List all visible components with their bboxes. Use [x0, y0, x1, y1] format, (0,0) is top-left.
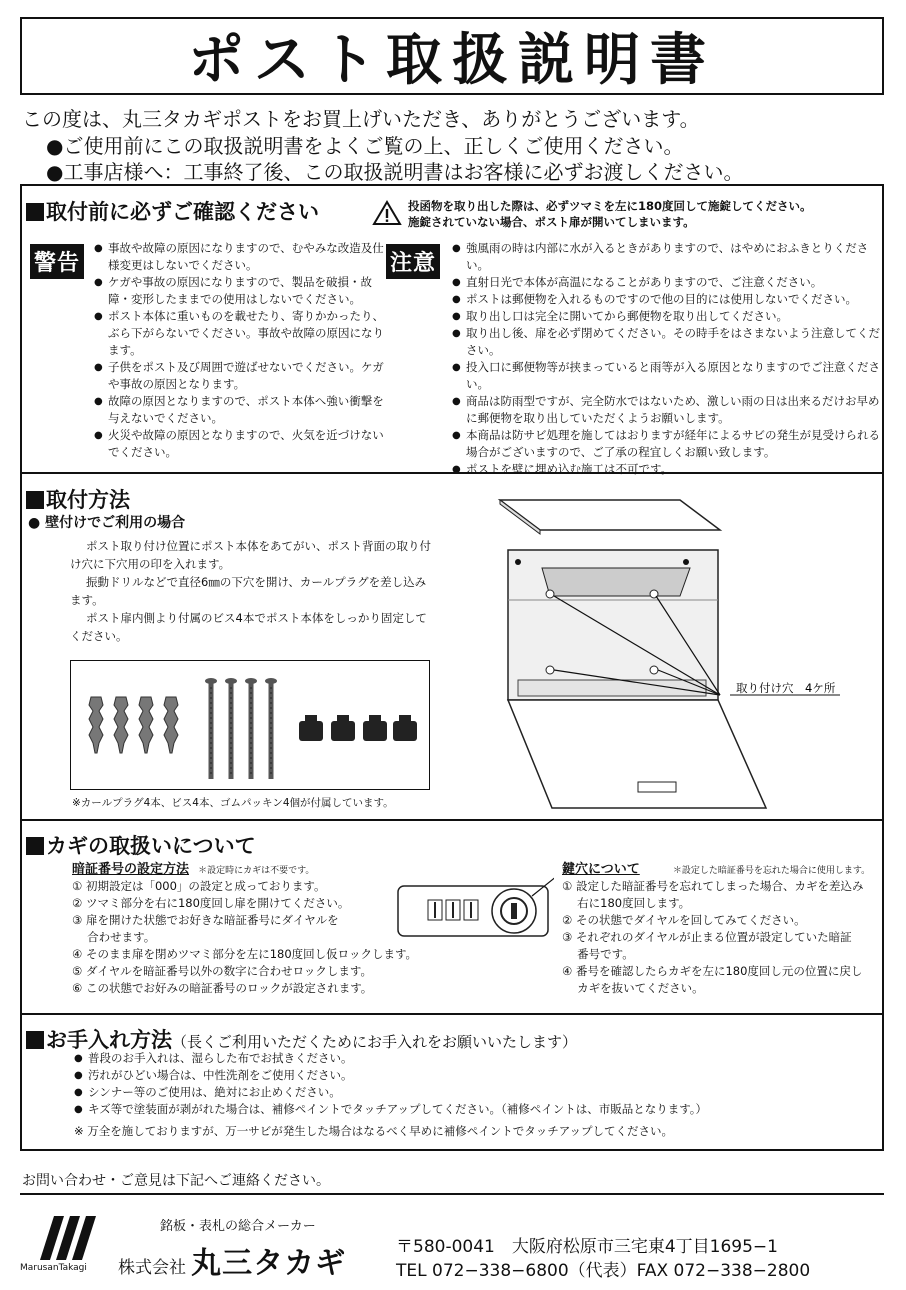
list-item: ● キズ等で塗装面が剥がれた場合は、補修ペイントでタッチアップしてください。（補修ペイントは、市販品となります。） — [74, 1101, 874, 1118]
install-heading: 取付方法 — [26, 484, 130, 514]
list-item: ② ツマミ部分を右に180度回し扉を開けてください。 — [72, 896, 350, 910]
care-heading: お手入れ方法（長くご利用いただくためにお手入れをお願いいたします） — [26, 1024, 577, 1054]
divider — [20, 819, 884, 821]
square-bullet-icon — [26, 837, 44, 855]
list-item: ● 取り出し口は完全に開いてから郵便物を取り出してください。 — [452, 308, 880, 325]
care-note: ※ 万全を施しておりますが、万一サビが発生した場合はなるべく早めに補修ペイントでタッチアップしてください。 — [74, 1124, 673, 1138]
list-item: ● 強風雨の時は内部に水が入るときがありますので、はやめにおふきとりください。 — [452, 240, 880, 274]
intro-thanks: この度は、丸三タカギポストをお買上げいただき、ありがとうございます。 — [22, 107, 700, 131]
mounting-holes-label: 取り付け穴 4ケ所 — [736, 681, 836, 695]
install-subheading: ● 壁付けでご利用の場合 — [28, 515, 186, 531]
intro-installer-note: ●工事店様へ：工事終了後、この取扱説明書はお客様に必ずお渡しください。 — [46, 160, 744, 184]
caution-badge: 注意 — [386, 244, 440, 279]
list-item: ● 子供をポスト及び周囲で遊ばせないでください。ケガや事故の原因となります。 — [94, 359, 384, 393]
precautions-heading: 取付前に必ずご確認ください — [26, 196, 319, 226]
install-step-3: ポスト扉内側より付属のビス4本でポスト本体をしっかり固定してください。 — [70, 611, 427, 643]
lock-caution-notice: 投函物を取り出した際は、必ずツマミを左に180度回して施錠してください。 施錠されていない場合、ポスト扉が開いてしまいます。 — [408, 199, 812, 229]
company-logo-icon — [34, 1212, 98, 1262]
list-item: 右に180度回します。 — [562, 896, 691, 910]
divider — [20, 1013, 884, 1015]
list-item: ● 普段のお手入れは、湿らした布でお拭きください。 — [74, 1050, 874, 1067]
care-list — [74, 1050, 874, 1118]
list-item: 番号です。 — [562, 947, 634, 961]
company-name: 株式会社 丸三タカギ — [118, 1246, 347, 1281]
list-item: ● 本商品は防サビ処理を施してはおりますが経年によるサビの発生が見受けられる場合がございますので、ご了承の程宜しくお願い致します。 — [452, 427, 880, 461]
install-step-2: 振動ドリルなどで直径6㎜の下穴を開け、カールプラグを差し込みます。 — [70, 575, 427, 607]
parts-note: ※カールプラグ4本、ビス4本、ゴムパッキン4個が付属しています。 — [72, 797, 394, 809]
list-item: ● ポストを壁に埋め込む施工は不可です。 — [452, 461, 880, 478]
list-item: ● 火災や故障の原因となりますので、火気を近づけないでください。 — [94, 427, 384, 461]
company-tagline: 銘板・表札の総合メーカー — [160, 1219, 316, 1234]
list-item: ③ それぞれのダイヤルが止まる位置が設定していた暗証 — [562, 930, 852, 944]
list-item: ● ポストは郵便物を入れるものですので他の目的には使用しないでください。 — [452, 291, 880, 308]
list-item: ③ 扉を開けた状態でお好きな暗証番号にダイヤルを — [72, 913, 339, 927]
list-item: 合わせます。 — [72, 930, 156, 944]
list-item: ● 事故や故障の原因になりますので、むやみな改造及仕様変更はしないでください。 — [94, 240, 384, 274]
square-bullet-icon — [26, 203, 44, 221]
wall-plug-icon — [89, 697, 178, 753]
list-item: ● 故障の原因となりますので、ポスト本体へ強い衝撃を与えないでください。 — [94, 393, 384, 427]
logo-wordmark: MarusanTakagi — [20, 1263, 87, 1273]
company-phone-fax: TEL 072−338−6800（代表）FAX 072−338−2800 — [396, 1261, 811, 1281]
title-box — [20, 17, 884, 95]
list-item: ● 投入口に郵便物等が挟まっていると雨等が入る原因となりますのでご注意ください。 — [452, 359, 880, 393]
list-item: ① 設定した暗証番号を忘れてしまった場合、カギを差込み — [562, 879, 864, 893]
square-bullet-icon — [26, 491, 44, 509]
square-bullet-icon — [26, 1031, 44, 1049]
parts-illustration — [71, 661, 429, 789]
list-item: ● 取り出し後、扉を必ず閉めてください。その時手をはさまないよう注意してください。 — [452, 325, 880, 359]
rubber-packing-icon — [299, 715, 417, 741]
list-item: ● ポスト本体に重いものを載せたり、寄りかかったり、ぶら下がらないでください。事故や故障の原因になります。 — [94, 308, 384, 359]
install-step-1: ポスト取り付け位置にポスト本体をあてがい、ポスト背面の取り付け穴に下穴用の印を入れます。 — [70, 539, 431, 571]
key-heading: カギの取扱いについて — [26, 830, 256, 860]
list-item: ● シンナー等のご使用は、絶対にお止めください。 — [74, 1084, 874, 1101]
code-setting-steps — [72, 878, 417, 997]
list-item: ④ そのまま扉を閉めツマミ部分を左に180度回し仮ロックします。 — [72, 947, 418, 961]
company-address: 〒580-0041 大阪府松原市三宅東4丁目1695−1 — [396, 1237, 778, 1257]
warning-list — [94, 240, 384, 461]
warning-triangle-icon — [372, 200, 402, 226]
list-item: カギを抜いてください。 — [562, 981, 704, 995]
list-item: ⑥ この状態でお好みの暗証番号のロックが設定されます。 — [72, 981, 373, 995]
intro-read-first: ●ご使用前にこの取扱説明書をよくご覧の上、正しくご使用ください。 — [46, 134, 684, 158]
parts-box — [70, 660, 430, 790]
list-item: ● ケガや事故の原因になりますので、製品を破損・故障・変形したままでの使用はしないでください。 — [94, 274, 384, 308]
divider — [20, 1193, 884, 1195]
list-item: ① 初期設定は「000」の設定と成っております。 — [72, 879, 326, 893]
list-item: ● 直射日光で本体が高温になることがありますので、ご注意ください。 — [452, 274, 880, 291]
keyhole-steps — [562, 878, 863, 997]
list-item: ● 汚れがひどい場合は、中性洗剤をご使用ください。 — [74, 1067, 874, 1084]
mailbox-mounting-diagram — [490, 490, 880, 815]
list-item: ⑤ ダイヤルを暗証番号以外の数字に合わせロックします。 — [72, 964, 372, 978]
lock-dial-diagram — [394, 862, 554, 944]
contact-note: お問い合わせ・ご意見は下記へご連絡ください。 — [22, 1173, 330, 1189]
list-item: ④ 番号を確認したらカギを左に180度回し元の位置に戻し — [562, 964, 863, 978]
list-item: ● 商品は防雨型ですが、完全防水ではないため、激しい雨の日は出来るだけお早めに郵便物を取り出していただくようお願いします。 — [452, 393, 880, 427]
page-title: ポスト取扱説明書 — [188, 28, 716, 93]
screw-icon — [205, 678, 277, 779]
caution-list — [452, 240, 880, 478]
list-item: ② その状態でダイヤルを回してみてください。 — [562, 913, 806, 927]
warning-badge: 警告 — [30, 244, 84, 279]
code-setting-title: 暗証番号の設定方法 ＊設定時にカギは不要です。 — [72, 862, 315, 877]
keyhole-title: 鍵穴について ＊設定した暗証番号を忘れた場合に使用します。 — [562, 862, 871, 877]
